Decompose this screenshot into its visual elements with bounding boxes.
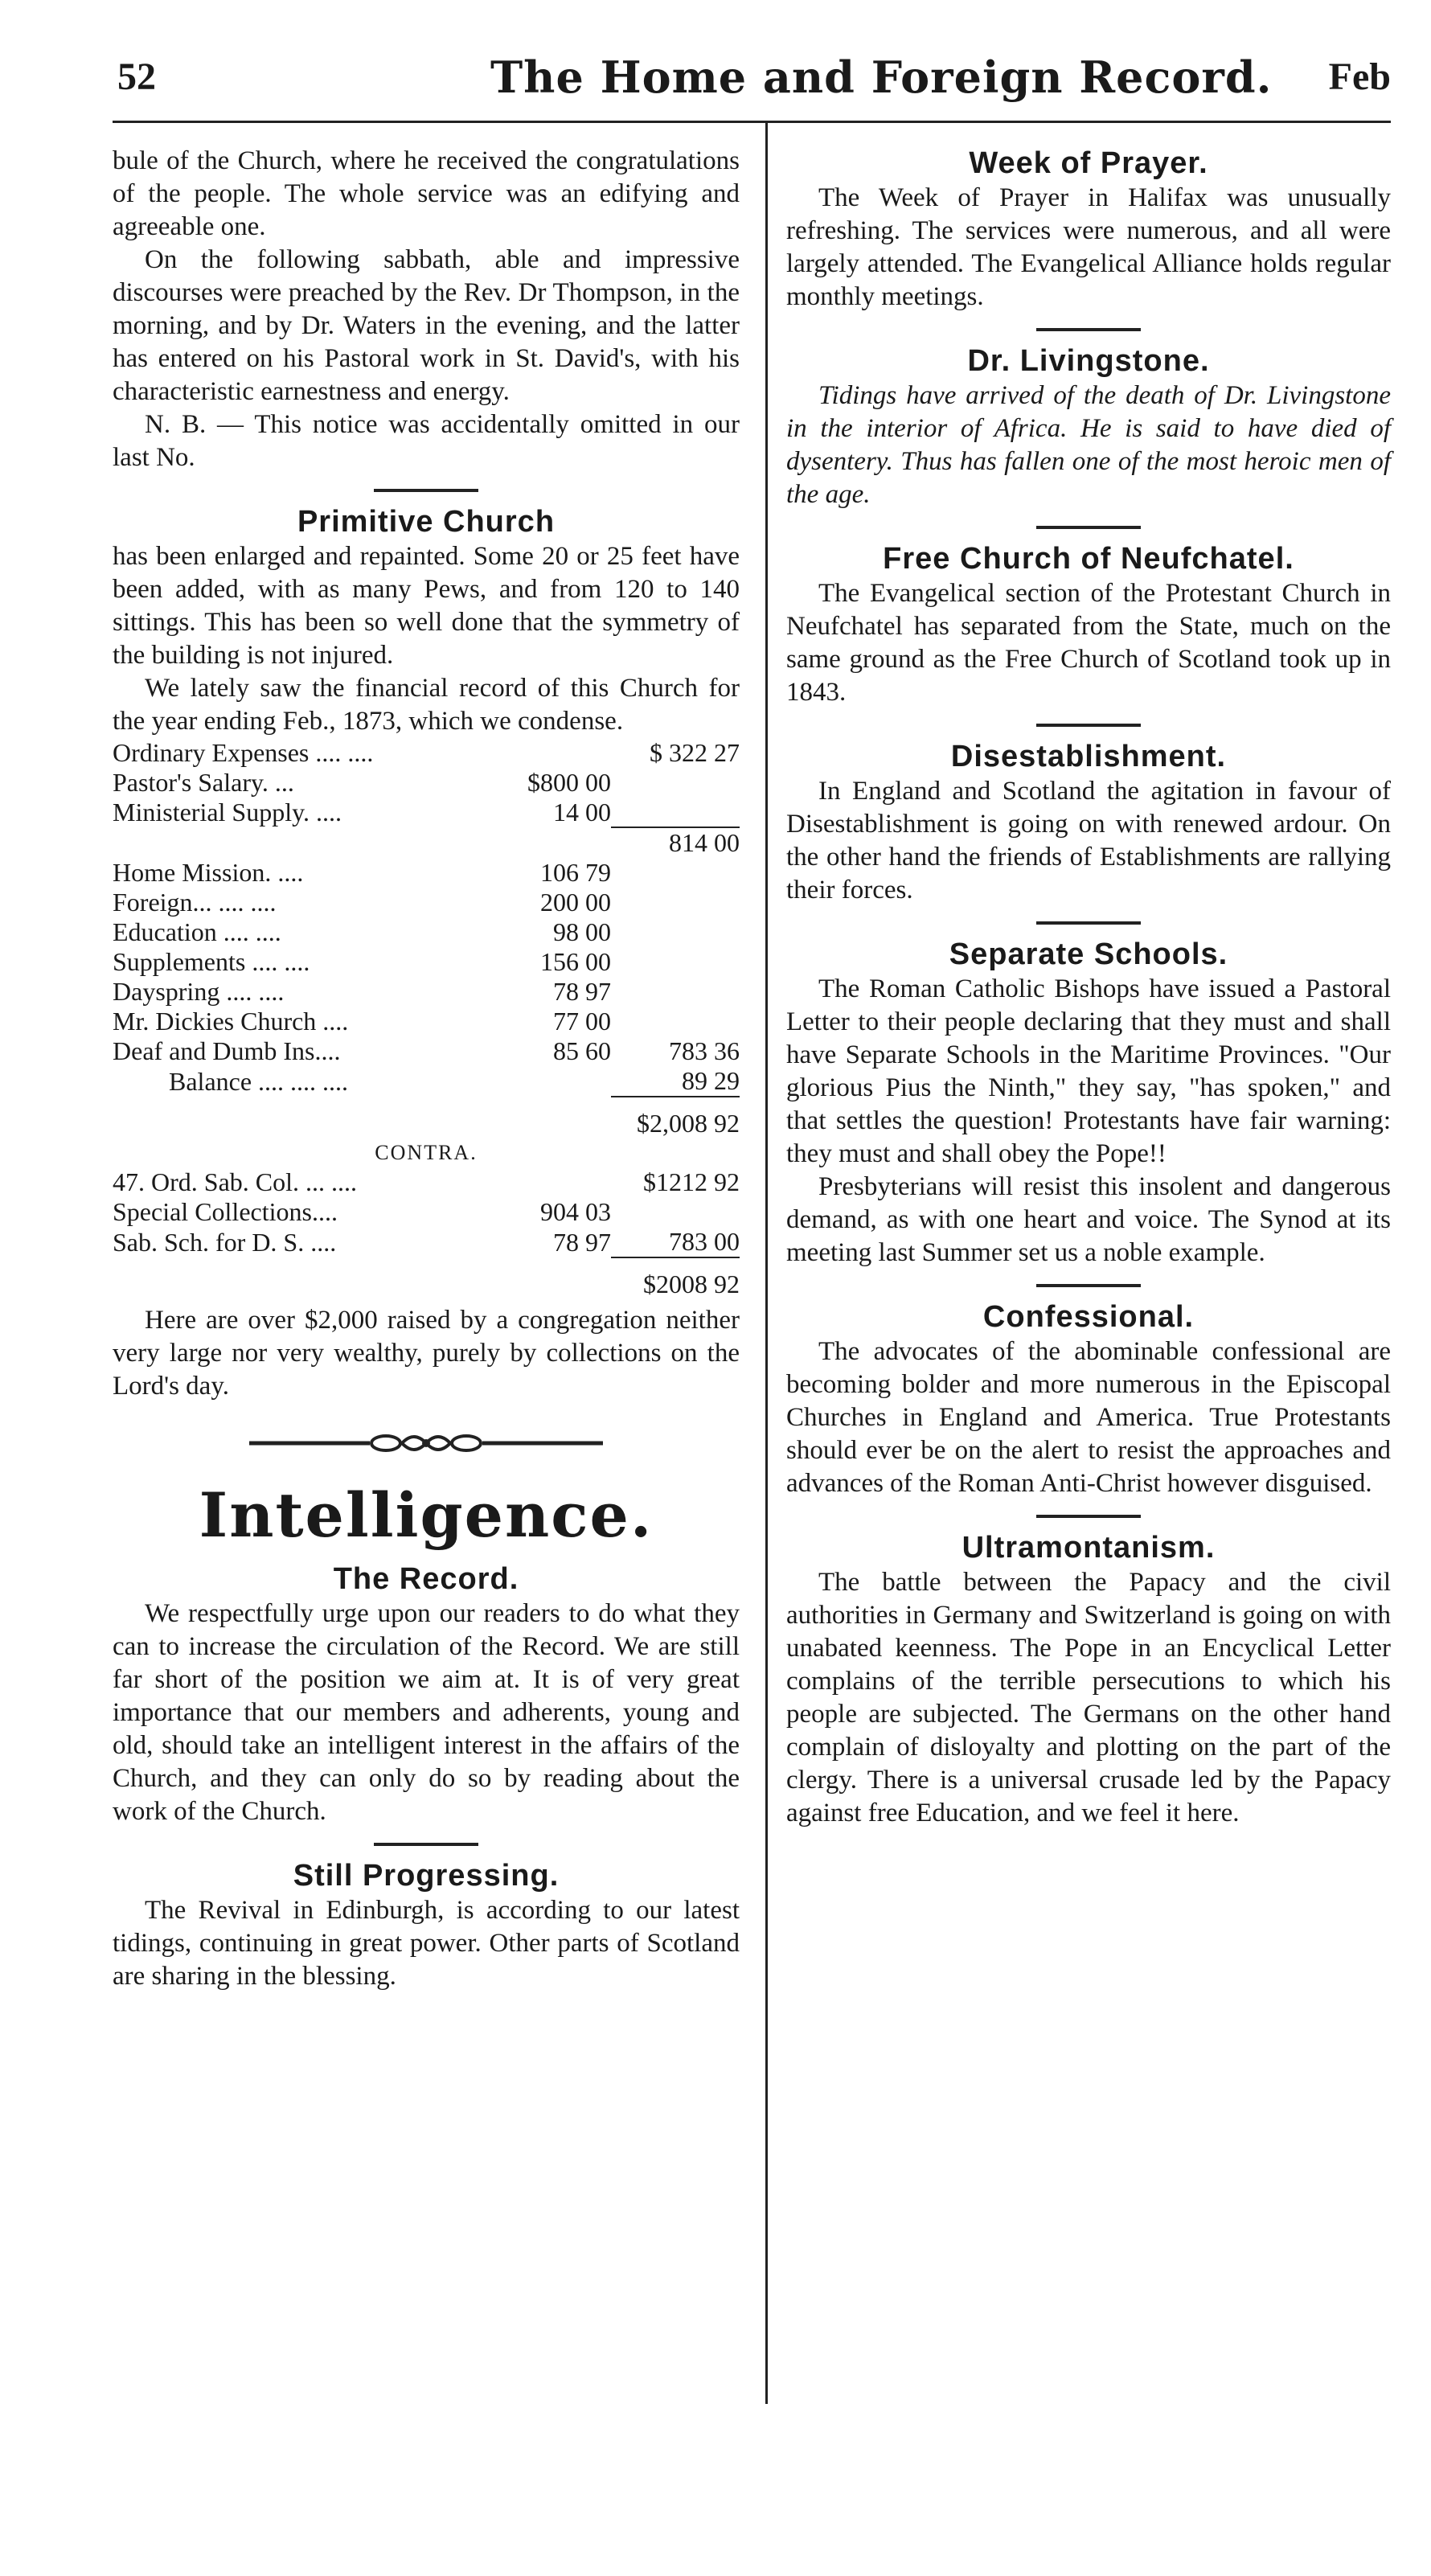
section-heading: Disestablishment. bbox=[950, 740, 1227, 773]
ledger-row bbox=[113, 798, 740, 827]
section-rule bbox=[1036, 1515, 1141, 1518]
ledger-label: Ordinary Expenses .... .... bbox=[113, 738, 374, 767]
ledger-grand-total: $2,008 92 bbox=[611, 1097, 740, 1138]
separate-schools-section bbox=[786, 936, 1391, 1270]
ledger-row bbox=[113, 977, 740, 1007]
paragraph: N. B. — This notice was accidentally omitted in our last No. bbox=[113, 410, 740, 472]
paragraph: Tidings have arrived of the death of Dr. Livingstone in the interior of Africa. He is said to have died of dysentery. Thus has fallen one of the most heroic men of the age. bbox=[786, 381, 1391, 509]
section-heading: Separate Schools. bbox=[949, 937, 1228, 971]
confessional-section bbox=[786, 1298, 1391, 1500]
section-heading: Confessional. bbox=[982, 1300, 1195, 1334]
section-heading: Primitive Church bbox=[297, 505, 556, 539]
ledger-amount bbox=[498, 1167, 611, 1197]
ledger-label: Deaf and Dumb Ins.... bbox=[113, 1036, 341, 1065]
section-heading: The Record. bbox=[333, 1562, 519, 1596]
section-rule bbox=[1036, 724, 1141, 727]
header-rule bbox=[113, 121, 1391, 123]
ledger-label: Education .... .... bbox=[113, 917, 281, 946]
contra-label: CONTRA. bbox=[375, 1141, 478, 1164]
ledger-row bbox=[113, 1036, 740, 1066]
contra-row bbox=[113, 1138, 740, 1167]
ledger-total: $ 322 27 bbox=[650, 738, 740, 767]
ledger-total bbox=[611, 917, 740, 947]
ledger-grand-total: $2008 92 bbox=[611, 1257, 740, 1299]
page-header bbox=[113, 51, 1391, 119]
paragraph: bule of the Church, where he received the congratulations of the people. The whole service was an edifying and agreeable one. bbox=[113, 146, 740, 241]
ledger-amount: 106 79 bbox=[540, 858, 611, 887]
intelligence-heading: Intelligence. bbox=[199, 1479, 654, 1551]
ledger-subtotal-row bbox=[113, 827, 740, 858]
ledger-label: Foreign... .... .... bbox=[113, 888, 277, 917]
ledger-row bbox=[113, 1227, 740, 1257]
paragraph: The Revival in Edinburgh, is according to our latest tidings, continuing in great power. Other parts of Scotland are sharing in the blessing. bbox=[113, 1896, 740, 1991]
section-rule bbox=[1036, 1284, 1141, 1287]
section-rule bbox=[1036, 921, 1141, 925]
ledger-total bbox=[611, 858, 740, 888]
ledger-row bbox=[113, 1197, 740, 1227]
paragraph: We lately saw the financial record of this Church for the year ending Feb., 1873, which we condense. bbox=[113, 674, 740, 736]
paragraph: Here are over $2,000 raised by a congregation neither very large nor very wealthy, purely by collections on the Lord's day. bbox=[113, 1306, 740, 1401]
ledger-row bbox=[113, 1066, 740, 1097]
disestablishment-section bbox=[786, 738, 1391, 907]
ultramontanism-section bbox=[786, 1529, 1391, 1830]
ledger-row bbox=[113, 947, 740, 977]
column-divider bbox=[765, 121, 768, 2404]
ledger-row bbox=[113, 888, 740, 917]
continued-article bbox=[113, 145, 740, 474]
page-number: 52 bbox=[117, 55, 156, 98]
section-heading: Ultramontanism. bbox=[962, 1531, 1216, 1565]
paragraph: In England and Scotland the agitation in favour of Disestablishment is going on with renewed ardour. On the other hand the friends of Establishments are rallying their forces. bbox=[786, 777, 1391, 904]
paragraph: We respectfully urge upon our readers to do what they can to increase the circulation of the Record. We are still far short of the position we aim at. It is of very great importance that our members and adherents, young and old, should take an intelligent interest in the affairs of the Church, and they can only do so by reading about the work of the Church. bbox=[113, 1599, 740, 1826]
ledger-total bbox=[611, 768, 740, 798]
section-heading: Week of Prayer. bbox=[969, 146, 1208, 180]
ledger-total: 783 00 bbox=[669, 1227, 740, 1256]
ledger-amount: 156 00 bbox=[540, 947, 611, 976]
ledger-total bbox=[611, 947, 740, 977]
ledger-amount: 77 00 bbox=[553, 1007, 611, 1036]
ledger-amount: $800 00 bbox=[527, 768, 611, 797]
ledger-label: Home Mission. .... bbox=[113, 858, 304, 887]
section-heading: Free Church of Neufchatel. bbox=[883, 542, 1294, 576]
ledger-label: Dayspring .... .... bbox=[113, 977, 285, 1006]
ledger-row bbox=[113, 1007, 740, 1036]
ledger-amount: 78 97 bbox=[553, 1227, 611, 1257]
ledger-amount: 904 03 bbox=[540, 1197, 611, 1226]
ornament-divider-icon bbox=[249, 1427, 603, 1459]
paragraph: The Roman Catholic Bishops have issued a Pastoral Letter to their people declaring that they must and shall have Separate Schools in the Maritime Provinces. "Our glorious Pius the Ninth," they say, "has spoken," and that settles the question! Protestants have fair warning: they must and shall obey the Pope!! bbox=[786, 974, 1391, 1168]
week-of-prayer-section bbox=[786, 145, 1391, 314]
ledger-total-row bbox=[113, 1257, 740, 1299]
journal-title: The Home and Foreign Record. bbox=[490, 51, 1273, 103]
financial-ledger bbox=[113, 738, 740, 1299]
ledger-row bbox=[113, 858, 740, 888]
ledger-label: Mr. Dickies Church .... bbox=[113, 1007, 349, 1036]
ledger-row bbox=[113, 768, 740, 798]
month-label: Feb bbox=[1328, 55, 1391, 98]
ledger-total-row bbox=[113, 1097, 740, 1138]
right-column bbox=[786, 145, 1391, 1835]
ledger-amount bbox=[498, 1066, 611, 1097]
ledger-total bbox=[611, 977, 740, 1007]
paragraph: The Week of Prayer in Halifax was unusually refreshing. The services were numerous, and all were largely attended. The Evangelical Alliance holds regular monthly meetings. bbox=[786, 183, 1391, 311]
ledger-label: Pastor's Salary. ... bbox=[113, 768, 294, 797]
section-rule bbox=[1036, 328, 1141, 331]
ledger-label: Supplements .... .... bbox=[113, 947, 310, 976]
ledger-amount: 14 00 bbox=[553, 798, 611, 827]
primitive-church-section bbox=[113, 503, 740, 1403]
ledger-amount: 98 00 bbox=[553, 917, 611, 946]
ledger-row bbox=[113, 917, 740, 947]
ledger-amount bbox=[498, 738, 611, 768]
neufchatel-section bbox=[786, 540, 1391, 709]
ledger-total bbox=[611, 798, 740, 827]
paragraph: On the following sabbath, able and impressive discourses were preached by the Rev. Dr Thompson, in the morning, and by Dr. Waters in the evening, and the latter has entered on his Pastoral work in St. David's, with his characteristic earnestness and energy. bbox=[113, 245, 740, 406]
paragraph: The advocates of the abominable confessional are becoming bolder and more numerous in the Episcopal Churches in England and America. True Protestants should ever be on the alert to resist the approaches and advances of the Roman Anti-Christ however disguised. bbox=[786, 1337, 1391, 1498]
section-rule bbox=[374, 1843, 478, 1846]
still-progressing-section bbox=[113, 1857, 740, 1993]
ledger-total bbox=[611, 1197, 740, 1227]
ledger-total: $1212 92 bbox=[643, 1167, 740, 1196]
ledger-total: 89 29 bbox=[682, 1066, 740, 1095]
ledger-total bbox=[611, 1007, 740, 1036]
ledger-label: Sab. Sch. for D. S. .... bbox=[113, 1227, 337, 1257]
section-heading: Still Progressing. bbox=[293, 1859, 560, 1893]
ledger-row bbox=[113, 1167, 740, 1197]
paragraph: has been enlarged and repainted. Some 20 or 25 feet have been added, with as many Pews, and from 120 to 140 sittings. This has been so well done that the symmetry of the building is not injured. bbox=[113, 542, 740, 670]
section-rule bbox=[1036, 526, 1141, 529]
ledger-subtotal: 814 00 bbox=[611, 827, 740, 858]
ledger-label: Balance .... .... .... bbox=[169, 1066, 349, 1096]
paragraph: The battle between the Papacy and the civil authorities in Germany and Switzerland is going on with unabated keenness. The Pope in an Encyclical Letter complains of the terrible persecutions to which his people are subjected. The Germans on the other hand complain of disloyalty and plotting on the part of the clergy. There is a universal crusade led by the Papacy against free Education, and we feel it here. bbox=[786, 1568, 1391, 1827]
left-column bbox=[113, 145, 740, 1998]
ledger-amount: 200 00 bbox=[540, 888, 611, 917]
ledger-label: 47. Ord. Sab. Col. ... .... bbox=[113, 1167, 357, 1196]
ledger-amount: 85 60 bbox=[553, 1036, 611, 1065]
ledger-label: Special Collections.... bbox=[113, 1197, 338, 1226]
paragraph: The Evangelical section of the Protestant Church in Neufchatel has separated from the State, much on the same ground as the Free Church of Scotland took up in 1843. bbox=[786, 579, 1391, 707]
ledger-amount: 78 97 bbox=[553, 977, 611, 1006]
paragraph: Presbyterians will resist this insolent and dangerous demand, as with one heart and voice. The Synod at its meeting last Summer set us a noble example. bbox=[786, 1172, 1391, 1267]
ledger-label: Ministerial Supply. .... bbox=[113, 798, 342, 827]
ledger-total bbox=[611, 888, 740, 917]
section-heading: Dr. Livingstone. bbox=[967, 344, 1210, 378]
ledger-row bbox=[113, 738, 740, 768]
livingstone-section bbox=[786, 343, 1391, 511]
record-section bbox=[113, 1561, 740, 1828]
ledger-total: 783 36 bbox=[669, 1036, 740, 1065]
section-rule bbox=[374, 489, 478, 492]
